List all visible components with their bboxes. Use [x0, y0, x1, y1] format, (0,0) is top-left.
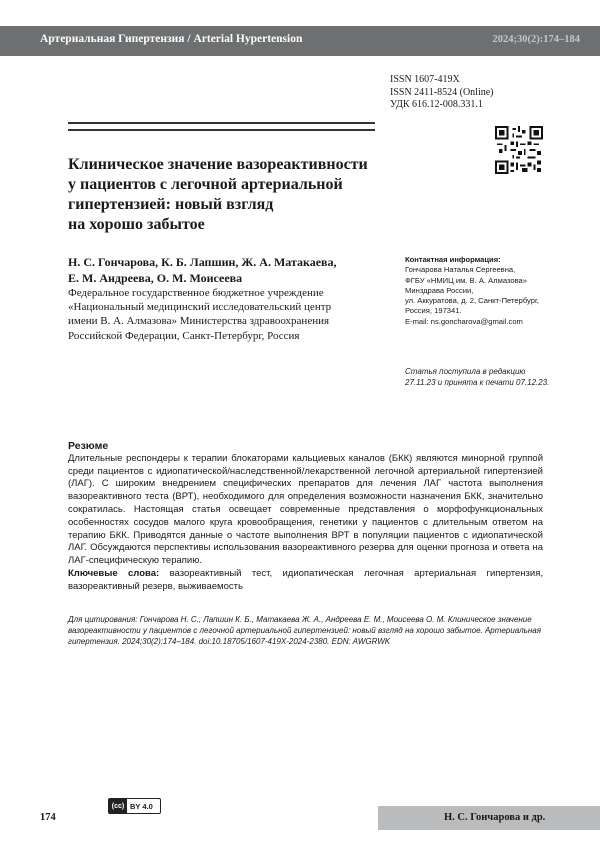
affiliation-line: Российской Федерации, Санкт-Петербург, Россия [68, 329, 300, 342]
contact-line: ул. Аккуратова, д. 2, Санкт-Петербург, [405, 296, 539, 306]
keywords-text: вазореактивный тест, идиопатическая легочная артериальная гипертензия, вазореактивный резерв, выживаемость [68, 567, 544, 592]
title-divider-top [68, 122, 375, 124]
title-line: Клиническое значение вазореактивности [68, 156, 368, 173]
issn-online: ISSN 2411-8524 (Online) [390, 86, 494, 98]
received-dates [405, 366, 585, 388]
contact-info [405, 255, 585, 327]
udc-code: УДК 616.12-008.331.1 [390, 99, 483, 110]
received-line: Статья поступила в редакцию [405, 367, 526, 376]
journal-name: Артериальная Гипертензия / Arterial Hypertension [40, 33, 303, 45]
abstract-heading: Резюме [68, 440, 109, 452]
keywords-label: Ключевые слова: [68, 567, 160, 579]
license-badge[interactable] [108, 798, 161, 814]
issue-reference: 2024;30(2):174–184 [492, 34, 580, 45]
authors-line: Е. М. Андреева, О. М. Моисеева [68, 271, 243, 285]
title-line: у пациентов с легочной артериальной [68, 176, 343, 193]
page-number: 174 [40, 812, 56, 823]
license-label: BY 4.0 [130, 801, 153, 811]
affiliation-line: имени В. А. Алмазова» Министерства здравоохранения [68, 315, 330, 328]
issn-print: ISSN 1607-419X [390, 74, 460, 85]
title-divider-bottom [68, 129, 375, 131]
contact-line: ФГБУ «НМИЦ им. В. А. Алмазова» [405, 275, 527, 285]
affiliation-line: «Национальный медицинский исследовательский центр [68, 301, 332, 314]
contact-heading: Контактная информация: [405, 255, 501, 264]
contact-line: Россия, 197341. [405, 306, 462, 316]
received-line: 27.11.23 и принята к печати 07.12.23. [405, 378, 550, 387]
running-authors: Н. С. Гончарова и др. [444, 812, 546, 823]
author-list [68, 254, 388, 286]
qr-code-icon[interactable] [495, 126, 543, 174]
affiliation-line: Федеральное государственное бюджетное учреждение [68, 287, 324, 299]
keywords [68, 568, 543, 594]
affiliation [68, 286, 388, 343]
contact-line: Гончарова Наталья Сергеевна, [405, 265, 516, 275]
contact-line: Минздрава России, [405, 285, 474, 295]
abstract-section [68, 440, 543, 594]
authors-line: Н. С. Гончарова, К. Б. Лапшин, Ж. А. Матакаева, [68, 255, 337, 269]
abstract-text: Длительные респондеры к терапии блокаторами кальциевых каналов (БКК) являются минорной группой среди пациентов с идиопатической/наследственной/лекарственной легочной артериальной гипертензией (ЛАГ). С широким внедрением специфических препаратов для лечения ЛАГ частота выполнения вазореактивного теста (ВРТ), необходимого для определения возможности назначения БКК, значительно сократилась. Настоящая статья освещает современные представления о морфофункциональных особенностях сосудов малого круга кровообращения, генетики у пациентов с длительным ответом на терапию БКК. Приводятся данные о частоте выполнения ВРТ в популяции пациентов с идиопатической ЛАГ. Обсуждаются перспективы использования вазореактивного резерва для оценки прогноза и ответа на ЛАГ-специфическую терапию. [68, 452, 543, 567]
citation: Для цитирования: Гончарова Н. С., Лапшин К. Б., Матакаева Ж. А., Андреева Е. М., Моисеева О. М. Клиническое значение вазореактивности у пациентов с легочной артериальной гипертензией: новый взгляд на хорошо забытое. Артериальная гипертензия. 2024;30(2):174–184. doi:10.18705/1607-419X-2024-2380. EDN: AWGRWK [68, 615, 541, 646]
title-line: на хорошо забытое [68, 216, 205, 233]
contact-email[interactable]: E-mail: ns.goncharova@gmail.com [405, 316, 523, 326]
article-title [68, 155, 388, 235]
identifiers-block [390, 74, 494, 112]
cc-icon: (cc) [109, 799, 127, 813]
title-line: гипертензией: новый взгляд [68, 196, 274, 213]
